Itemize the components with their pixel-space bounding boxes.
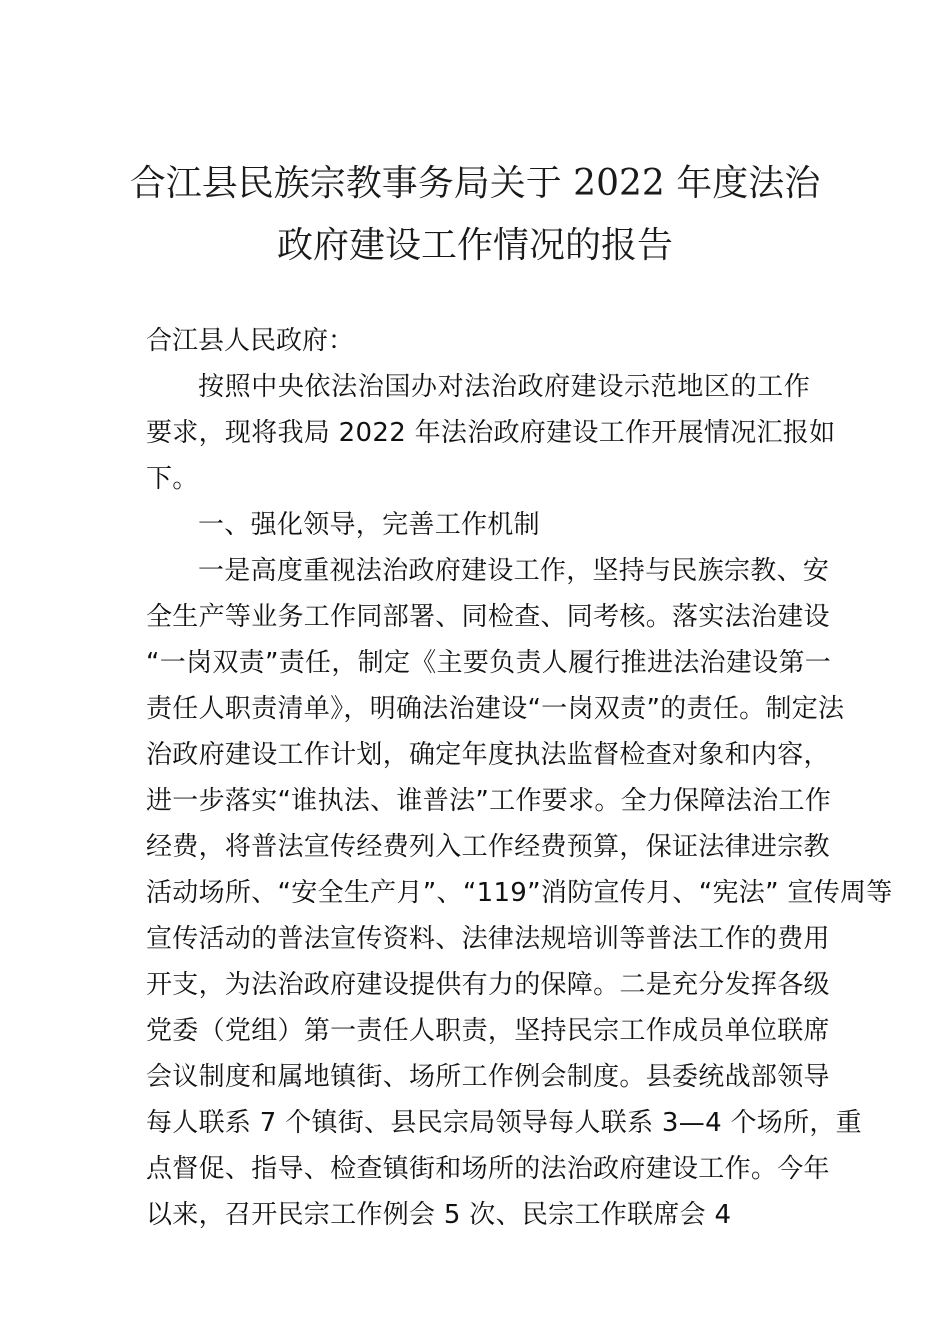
paragraph-line: 全生产等业务工作同部署、同检查、同考核。落实法治建设 bbox=[146, 602, 830, 632]
paragraph-line: 要求，现将我局 2022 年法治政府建设工作开展情况汇报如 bbox=[146, 418, 836, 448]
section-heading: 一、强化领导，完善工作机制 bbox=[198, 510, 540, 540]
paragraph-line: 每人联系 7 个镇街、县民宗局领导每人联系 3—4 个场所，重 bbox=[146, 1108, 862, 1138]
document-title-line-1: 合江县民族宗教事务局关于 2022 年度法治 bbox=[129, 163, 821, 204]
document-title-line-2: 政府建设工作情况的报告 bbox=[276, 225, 673, 266]
paragraph-line: 进一步落实“谁执法、谁普法”工作要求。全力保障法治工作 bbox=[146, 786, 832, 816]
paragraph-line: “一岗双责”责任，制定《主要负责人履行推进法治建设第一 bbox=[146, 648, 832, 678]
paragraph-line: 活动场所、“安全生产月”、“119”消防宣传月、“宪法” 宣传周等 bbox=[146, 878, 893, 908]
paragraph-line: 按照中央依法治国办对法治政府建设示范地区的工作 bbox=[198, 372, 810, 402]
paragraph-line: 一是高度重视法治政府建设工作，坚持与民族宗教、安 bbox=[198, 556, 830, 586]
paragraph-line: 宣传活动的普法宣传资料、法律法规培训等普法工作的费用 bbox=[146, 924, 830, 954]
paragraph-line: 开支，为法治政府建设提供有力的保障。二是充分发挥各级 bbox=[146, 970, 830, 1000]
paragraph-line: 经费，将普法宣传经费列入工作经费预算，保证法律进宗教 bbox=[146, 832, 830, 862]
salutation: 合江县人民政府： bbox=[146, 326, 355, 356]
paragraph-line: 下。 bbox=[146, 464, 199, 494]
paragraph-line: 以来，召开民宗工作例会 5 次、民宗工作联席会 4 bbox=[146, 1200, 732, 1230]
paragraph-line: 责任人职责清单》，明确法治建设“一岗双责”的责任。制定法 bbox=[146, 694, 845, 724]
paragraph-line: 点督促、指导、检查镇街和场所的法治政府建设工作。今年 bbox=[146, 1154, 830, 1184]
paragraph-line: 党委（党组）第一责任人职责，坚持民宗工作成员单位联席 bbox=[146, 1016, 830, 1046]
paragraph-line: 会议制度和属地镇街、场所工作例会制度。县委统战部领导 bbox=[146, 1062, 830, 1092]
paragraph-line: 治政府建设工作计划，确定年度执法监督检查对象和内容， bbox=[146, 740, 830, 770]
